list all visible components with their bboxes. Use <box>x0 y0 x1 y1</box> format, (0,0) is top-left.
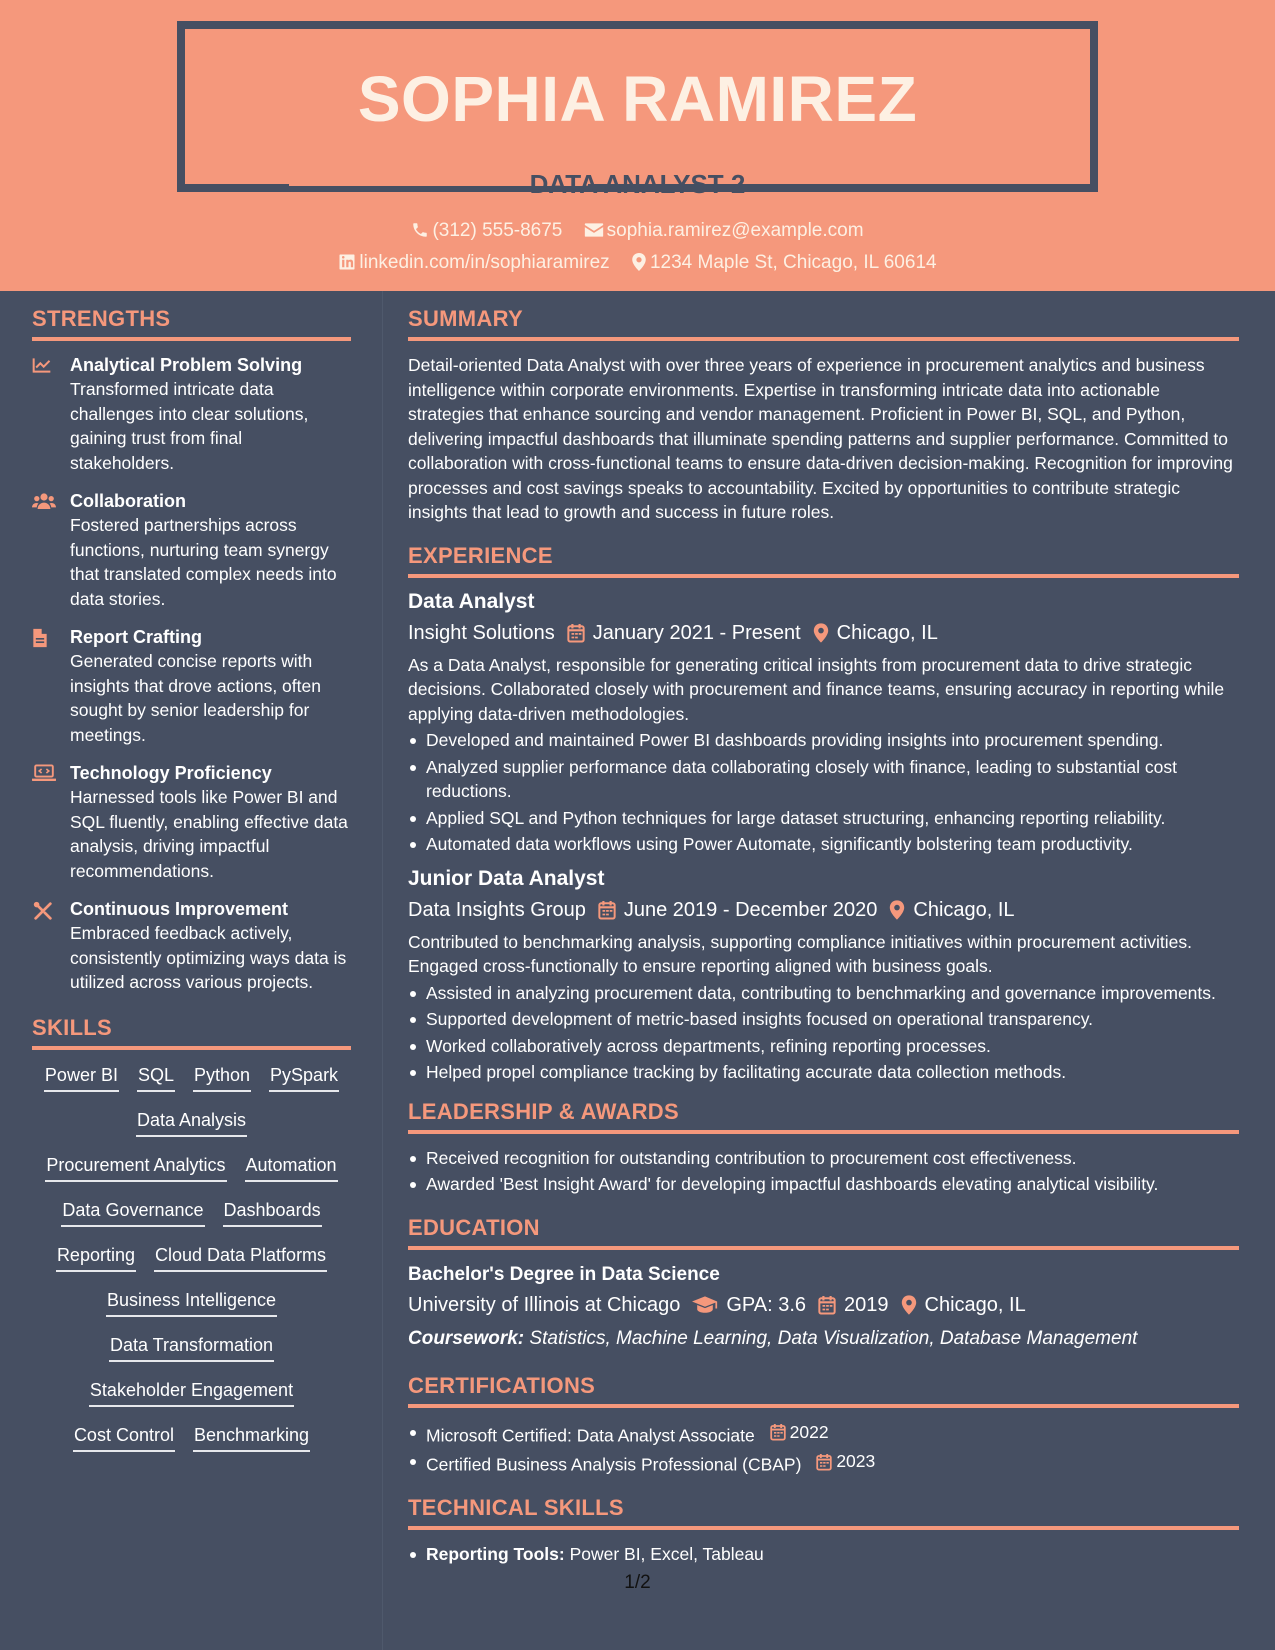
list-item: Applied SQL and Python techniques for large dataset structuring, enhancing reporting reliability. <box>408 806 1239 831</box>
job-location: Chicago, IL <box>836 621 938 644</box>
email-text: sophia.ramirez@example.com <box>606 220 864 241</box>
tech-skill-value: Power BI, Excel, Tableau <box>569 1544 764 1564</box>
coursework-list: Statistics, Machine Learning, Data Visualization, Database Management <box>529 1327 1138 1349</box>
skill-tag: SQL <box>137 1062 175 1092</box>
strength-title: Report Crafting <box>70 627 202 647</box>
coursework-label: Coursework: <box>408 1327 525 1349</box>
job-description: As a Data Analyst, responsible for generating critical insights from procurement data to drive strategic decisions. Collaborated closely with procurement and finance teams, ensuring accuracy in reporting while applying data-driven methodologies. <box>408 654 1225 724</box>
skill-tag: Automation <box>245 1152 338 1182</box>
skill-tag: Python <box>193 1062 251 1092</box>
job-role: Junior Data Analyst <box>408 866 605 890</box>
leadership-heading: LEADERSHIP & AWARDS <box>408 1099 1239 1134</box>
address-text: 1234 Maple St, Chicago, IL 60614 <box>649 252 937 273</box>
right-column <box>408 306 1239 1577</box>
summary-text: Detail-oriented Data Analyst with over three years of experience in procurement analytics and business intelligence within corporate environments. Expertise in transforming intricate data into actionable strategies that enhance sourcing and vendor management. Proficient in Power BI, SQL, and Python, delivering impactful dashboards that illuminate spending patterns and supplier performance. Committed to collaboration with cross-functional teams to ensure data-driven decision-making. Recognition for improving processes and cost savings speaks to accountability. Excited by opportunities to contribute strategic insights that lead to growth and success in future roles. <box>408 355 1233 522</box>
list-item <box>408 1542 1239 1567</box>
job-entry <box>408 588 1239 857</box>
calendar-icon <box>598 900 616 920</box>
skill-tag: PySpark <box>269 1062 339 1092</box>
phone-text: (312) 555-8675 <box>432 220 563 241</box>
education-location: Chicago, IL <box>924 1293 1026 1316</box>
address <box>631 252 937 274</box>
skills-heading: SKILLS <box>32 1015 351 1050</box>
cert-name: Microsoft Certified: Data Analyst Associate <box>426 1424 755 1445</box>
job-dates: January 2021 - Present <box>592 621 801 644</box>
skill-tag: Data Analysis <box>136 1107 247 1137</box>
job-location: Chicago, IL <box>913 898 1015 921</box>
job-company: Insight Solutions <box>408 621 555 644</box>
strength-desc: Fostered partnerships across functions, nurturing team synergy that translated complex needs into data stories. <box>70 515 337 609</box>
cert-name: Certified Business Analysis Professional (CBAP) <box>426 1454 802 1475</box>
resume-header <box>0 0 1275 291</box>
left-column <box>32 306 351 1467</box>
job-bullets <box>408 728 1239 857</box>
job-bullets <box>408 981 1239 1085</box>
strength-title: Analytical Problem Solving <box>70 355 303 375</box>
certifications-list <box>408 1420 1239 1478</box>
map-pin-icon <box>631 253 647 271</box>
map-pin-icon <box>901 1295 917 1315</box>
skill-row <box>32 1152 351 1197</box>
gpa: GPA: 3.6 <box>726 1293 807 1316</box>
strength-desc: Embraced feedback actively, consistently optimizing ways data is utilized across various projects. <box>70 923 347 992</box>
skill-row <box>32 1197 351 1242</box>
calendar-icon <box>567 623 585 643</box>
calendar-icon <box>770 1423 786 1441</box>
linkedin-icon <box>338 253 356 271</box>
skill-tag: Data Transformation <box>109 1332 274 1362</box>
users-icon <box>32 492 56 510</box>
skill-tag: Business Intelligence <box>106 1287 277 1317</box>
job-entry <box>408 865 1239 1085</box>
list-item: Worked collaboratively across departments, refining reporting processes. <box>408 1034 1239 1059</box>
job-meta <box>408 896 1239 924</box>
school: University of Illinois at Chicago <box>408 1293 681 1316</box>
education-heading: EDUCATION <box>408 1215 1239 1250</box>
education-meta <box>408 1291 1239 1319</box>
file-icon <box>32 628 48 648</box>
list-item: Analyzed supplier performance data collaborating closely with finance, leading to substantial cost reductions. <box>408 755 1239 804</box>
strength-item <box>32 897 351 995</box>
technical-skills-list <box>408 1542 1239 1567</box>
phone-icon <box>411 221 429 239</box>
skill-tag: Stakeholder Engagement <box>89 1377 294 1407</box>
skill-tag: Dashboards <box>223 1197 322 1227</box>
job-title: DATA ANALYST 2 <box>529 169 746 199</box>
list-item <box>408 1449 1239 1477</box>
list-item: Awarded 'Best Insight Award' for developing impactful dashboards elevating analytical visibility. <box>408 1172 1239 1197</box>
strength-title: Continuous Improvement <box>70 899 289 919</box>
skill-row <box>32 1422 351 1467</box>
leadership-bullets <box>408 1146 1239 1197</box>
degree: Bachelor's Degree in Data Science <box>408 1263 720 1285</box>
job-dates: June 2019 - December 2020 <box>623 898 878 921</box>
email[interactable] <box>584 220 864 242</box>
chart-line-icon <box>32 356 52 374</box>
list-item: Received recognition for outstanding contribution to procurement cost effectiveness. <box>408 1146 1239 1171</box>
strength-item <box>32 353 351 475</box>
strength-item <box>32 489 351 611</box>
linkedin[interactable] <box>338 252 609 274</box>
job-meta <box>408 619 1239 647</box>
skill-tag: Cloud Data Platforms <box>154 1242 327 1272</box>
map-pin-icon <box>889 900 905 920</box>
strength-title: Technology Proficiency <box>70 763 272 783</box>
graduation-year: 2019 <box>844 1293 889 1316</box>
coursework <box>408 1325 1239 1353</box>
experience-heading: EXPERIENCE <box>408 543 1239 578</box>
list-item <box>408 1420 1239 1448</box>
contact-line-1 <box>0 220 1275 242</box>
list-item: Helped propel compliance tracking by facilitating accurate data collection methods. <box>408 1060 1239 1085</box>
skill-tag: Procurement Analytics <box>45 1152 226 1182</box>
tech-skill-label: Reporting Tools: <box>426 1544 565 1564</box>
strength-title: Collaboration <box>70 491 186 511</box>
certifications-heading: CERTIFICATIONS <box>408 1373 1239 1408</box>
linkedin-text: linkedin.com/in/sophiaramirez <box>359 252 610 273</box>
strength-desc: Generated concise reports with insights that drove actions, often sought by senior leadership for meetings. <box>70 651 321 745</box>
calendar-icon <box>816 1453 832 1471</box>
summary-heading: SUMMARY <box>408 306 1239 341</box>
technical-skills-heading: TECHNICAL SKILLS <box>408 1495 1239 1530</box>
cert-year: 2023 <box>836 1451 876 1472</box>
strength-desc: Harnessed tools like Power BI and SQL fluently, enabling effective data analysis, driving impactful recommendations. <box>70 787 348 881</box>
skills-list <box>32 1062 351 1467</box>
page-number: 1/2 <box>624 1572 651 1593</box>
tools-icon <box>32 900 54 922</box>
strength-item <box>32 625 351 747</box>
map-pin-icon <box>813 623 829 643</box>
graduation-cap-icon <box>692 1296 718 1314</box>
strength-item <box>32 761 351 883</box>
skill-row <box>32 1107 351 1152</box>
skill-tag: Data Governance <box>61 1197 204 1227</box>
phone[interactable] <box>411 220 562 242</box>
skill-tag: Benchmarking <box>193 1422 310 1452</box>
list-item: Assisted in analyzing procurement data, contributing to benchmarking and governance improvements. <box>408 981 1239 1006</box>
contact-line-2 <box>0 252 1275 274</box>
calendar-icon <box>818 1295 836 1315</box>
job-description: Contributed to benchmarking analysis, supporting compliance initiatives within procurement activities. Engaged cross-functionally to ensure reporting aligned with business goals. <box>408 931 1192 976</box>
list-item: Supported development of metric-based insights focused on operational transparency. <box>408 1007 1239 1032</box>
skill-row <box>32 1332 351 1377</box>
job-company: Data Insights Group <box>408 898 586 921</box>
list-item: Developed and maintained Power BI dashboards providing insights into procurement spending. <box>408 728 1239 753</box>
list-item: Automated data workflows using Power Automate, significantly bolstering team productivity. <box>408 832 1239 857</box>
cert-year: 2022 <box>789 1421 829 1442</box>
skill-tag: Reporting <box>56 1242 136 1272</box>
envelope-icon <box>584 221 604 239</box>
skill-tag: Cost Control <box>73 1422 175 1452</box>
skill-row <box>32 1287 351 1332</box>
candidate-name: SOPHIA RAMIREZ <box>357 63 918 135</box>
strength-desc: Transformed intricate data challenges into clear solutions, gaining trust from final stakeholders. <box>70 379 309 473</box>
skill-row <box>32 1377 351 1422</box>
skill-row <box>32 1242 351 1287</box>
skill-tag: Power BI <box>44 1062 119 1092</box>
skill-row <box>32 1062 351 1107</box>
laptop-code-icon <box>32 764 56 782</box>
job-role: Data Analyst <box>408 589 535 613</box>
strengths-heading: STRENGTHS <box>32 306 351 341</box>
